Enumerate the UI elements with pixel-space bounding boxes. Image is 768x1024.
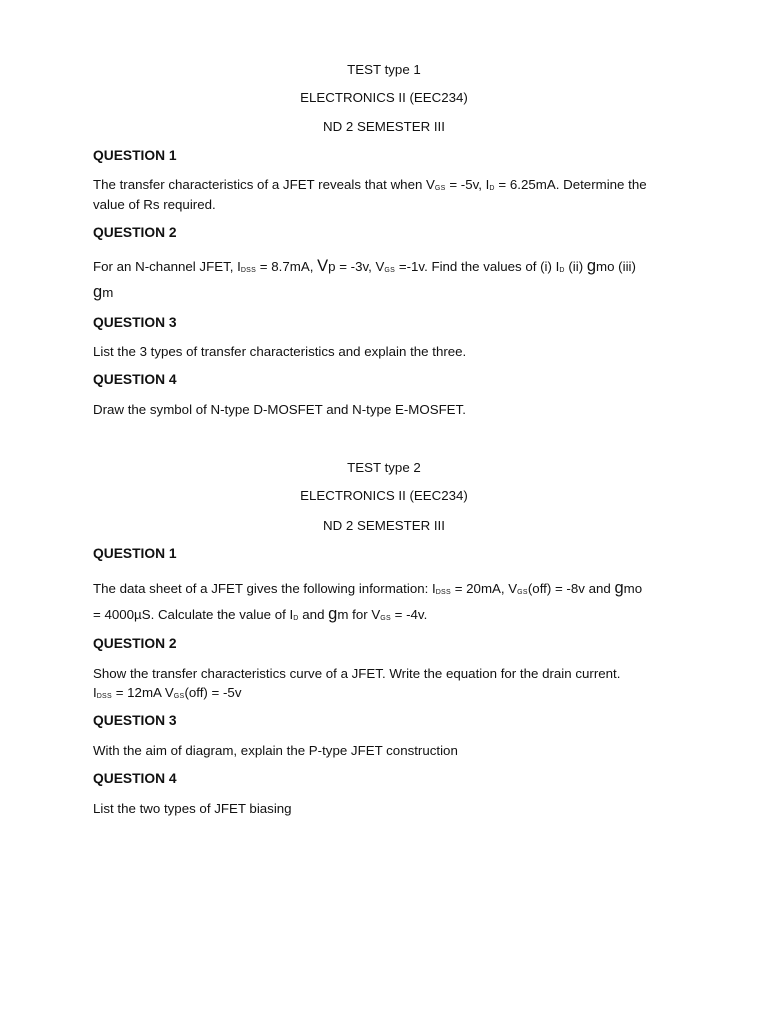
test2-q1-heading: QUESTION 1: [93, 546, 177, 561]
test2-q2-heading: QUESTION 2: [93, 636, 177, 651]
test2-q4-heading: QUESTION 4: [93, 771, 177, 786]
test2-title: TEST type 2: [347, 460, 421, 475]
test2-level: ND 2 SEMESTER III: [323, 518, 445, 533]
test1-q2-text-line1: For an N-channel JFET, $I_{DSS} = 8.7mA$, Vp = -3v, $V_{GS} =-1v$. Find the values of (i) $I_D$ (ii) gmo (iii): [93, 257, 636, 275]
test2-q2-text-line2: $I_{DSS} = 12mA$ $V_{GS}(off) = -5v$: [93, 685, 242, 700]
test2-q3-heading: QUESTION 3: [93, 713, 177, 728]
test2-q1-text-line1: The data sheet of a JFET gives the following information: $I_{DSS} = 20mA$, $V_{GS}(off) = -8v$ and gmo: [93, 579, 643, 597]
test1-course: ELECTRONICS II (EEC234): [300, 90, 468, 105]
test2-q3-text: With the aim of diagram, explain the P-type JFET construction: [93, 743, 458, 758]
test1-q4-heading: QUESTION 4: [93, 372, 177, 387]
test1-q1-text-line2: value of Rs required.: [93, 197, 216, 212]
test2-q2-text-line1: Show the transfer characteristics curve of a JFET. Write the equation for the drain current.: [93, 666, 621, 681]
test1-q2-text-line2: gm: [93, 283, 114, 301]
test2-q4-text: List the two types of JFET biasing: [93, 801, 292, 816]
test1-q1-heading: QUESTION 1: [93, 148, 177, 163]
test1-q2-heading: QUESTION 2: [93, 225, 177, 240]
test1-title: TEST type 1: [347, 62, 421, 77]
test1-q1-text-line1: The transfer characteristics of a JFET reveals that when $V_{GS} = -5v$, $I_D = 6.25mA$. Determine the: [93, 177, 647, 192]
test1-level: ND 2 SEMESTER III: [323, 119, 445, 134]
test2-q1-text-line2: = 4000µS. Calculate the value of $I_D$ and gm for $V_{GS} = -4v$.: [93, 605, 428, 623]
test1-q3-text: List the 3 types of transfer characteristics and explain the three.: [93, 344, 467, 359]
test1-q4-text: Draw the symbol of N-type D-MOSFET and N-type E-MOSFET.: [93, 402, 466, 417]
test2-course: ELECTRONICS II (EEC234): [300, 488, 468, 503]
test1-q3-heading: QUESTION 3: [93, 315, 177, 330]
